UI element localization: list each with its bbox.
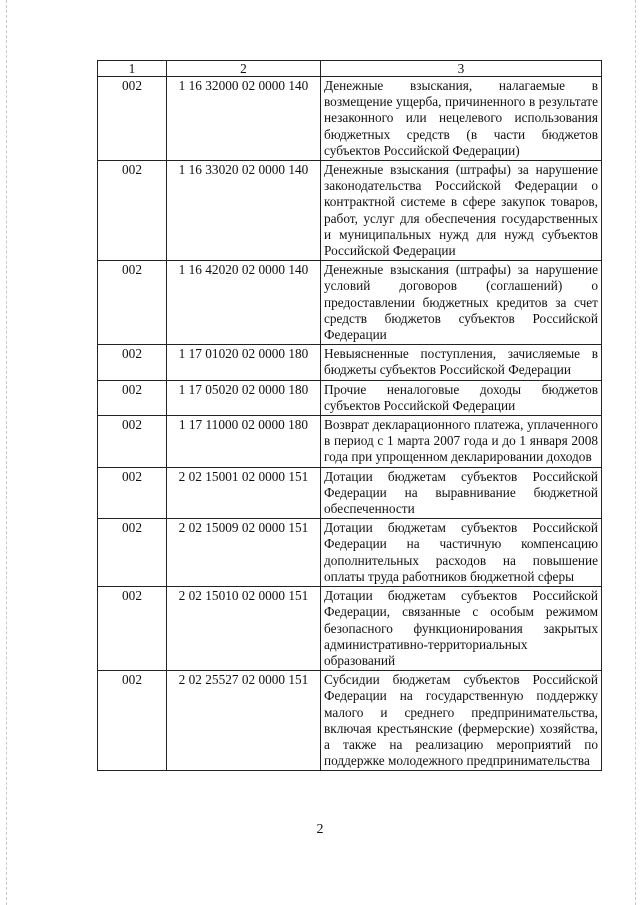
admin-code-cell: 002 <box>98 467 167 519</box>
page-edge-left <box>6 0 7 905</box>
revenue-code-cell: 1 16 33020 02 0000 140 <box>167 161 321 261</box>
description-cell: Дотации бюджетам субъектов Российской Федерации на частичную компенсацию дополнительных расходов на повышение оплаты труда работников бюджетной сферы <box>321 519 602 587</box>
revenue-code-cell: 1 16 32000 02 0000 140 <box>167 77 321 161</box>
table-row <box>98 519 602 587</box>
revenue-codes-table <box>97 60 602 771</box>
description-cell: Возврат декларационного платежа, уплаченного в период с 1 марта 2007 года и до 1 января 2008 года при упрощенном декларировании доходов <box>321 416 602 468</box>
description-cell: Дотации бюджетам субъектов Российской Федерации на выравнивание бюджетной обеспеченности <box>321 467 602 519</box>
admin-code-cell: 002 <box>98 380 167 415</box>
description-cell: Дотации бюджетам субъектов Российской Федерации, связанные с особым режимом безопасного функционирования закрытых административно-территориальных образований <box>321 587 602 671</box>
description-cell: Денежные взыскания, налагаемые в возмещение ущерба, причиненного в результате незаконного или нецелевого использования бюджетных средств (в части бюджетов субъектов Российской Федерации) <box>321 77 602 161</box>
table-row <box>98 587 602 671</box>
admin-code-cell: 002 <box>98 161 167 261</box>
description-cell: Субсидии бюджетам субъектов Российской Федерации на государственную поддержку малого и среднего предпринимательства, включая крестьянские (фермерские) хозяйства, а также на реализацию мероприятий по поддержке молодежного предпринимательства <box>321 671 602 771</box>
table-row <box>98 345 602 380</box>
column-header-2: 2 <box>167 61 321 77</box>
revenue-code-cell: 2 02 15001 02 0000 151 <box>167 467 321 519</box>
revenue-code-cell: 1 16 42020 02 0000 140 <box>167 261 321 345</box>
admin-code-cell: 002 <box>98 671 167 771</box>
description-cell: Невыясненные поступления, зачисляемые в бюджеты субъектов Российской Федерации <box>321 345 602 380</box>
table-row <box>98 380 602 415</box>
admin-code-cell: 002 <box>98 519 167 587</box>
page-number: 2 <box>316 822 324 837</box>
column-header-1: 1 <box>98 61 167 77</box>
revenue-code-cell: 1 17 05020 02 0000 180 <box>167 380 321 415</box>
table-row <box>98 416 602 468</box>
table-header-row <box>98 61 602 77</box>
admin-code-cell: 002 <box>98 261 167 345</box>
revenue-code-cell: 2 02 25527 02 0000 151 <box>167 671 321 771</box>
page-edge-right <box>635 0 636 905</box>
description-cell: Денежные взыскания (штрафы) за нарушение условий договоров (соглашений) о предоставлении бюджетных кредитов за счет средств бюджетов субъектов Российской Федерации <box>321 261 602 345</box>
table-row <box>98 161 602 261</box>
admin-code-cell: 002 <box>98 345 167 380</box>
revenue-code-cell: 2 02 15010 02 0000 151 <box>167 587 321 671</box>
table-row <box>98 467 602 519</box>
admin-code-cell: 002 <box>98 77 167 161</box>
description-cell: Денежные взыскания (штрафы) за нарушение законодательства Российской Федерации о контрактной системе в сфере закупок товаров, работ, услуг для обеспечения государственных и муниципальных нужд для нужд субъектов Российской Федерации <box>321 161 602 261</box>
table-row <box>98 261 602 345</box>
admin-code-cell: 002 <box>98 587 167 671</box>
description-cell: Прочие неналоговые доходы бюджетов субъектов Российской Федерации <box>321 380 602 415</box>
table-row <box>98 671 602 771</box>
revenue-code-cell: 1 17 11000 02 0000 180 <box>167 416 321 468</box>
table-row <box>98 77 602 161</box>
column-header-3: 3 <box>321 61 602 77</box>
revenue-code-cell: 1 17 01020 02 0000 180 <box>167 345 321 380</box>
admin-code-cell: 002 <box>98 416 167 468</box>
revenue-code-cell: 2 02 15009 02 0000 151 <box>167 519 321 587</box>
